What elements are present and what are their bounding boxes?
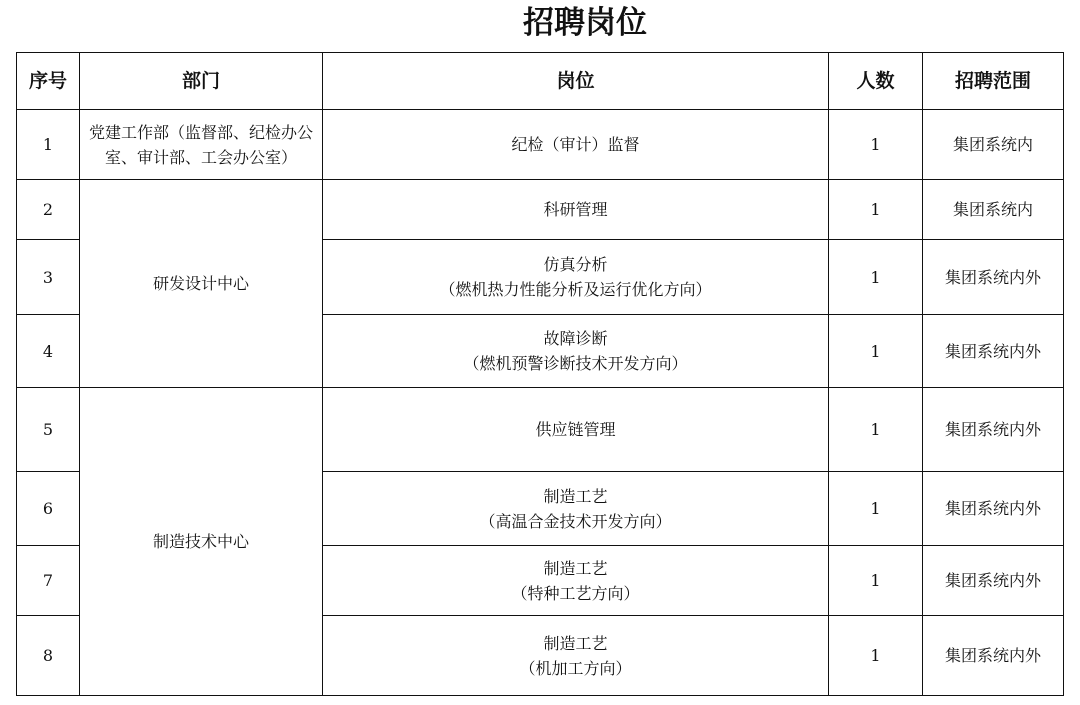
position-line: 制造工艺: [543, 633, 608, 653]
count-cell: 1: [829, 616, 923, 696]
count-cell: 1: [829, 180, 923, 240]
position-line: 故障诊断: [543, 329, 608, 348]
scope-cell: 集团系统内外: [923, 472, 1064, 546]
position-line: （燃机预警诊断技术开发方向）: [463, 354, 688, 373]
position-line: 制造工艺: [543, 558, 608, 578]
count-cell: 1: [829, 388, 923, 472]
dept-cell: [80, 388, 323, 696]
position-line: （特种工艺方向）: [511, 583, 640, 603]
header-seq: 序号: [17, 53, 80, 110]
scope-cell: 集团系统内外: [923, 315, 1064, 388]
count-cell: 1: [829, 240, 923, 315]
scope-cell: 集团系统内外: [923, 240, 1064, 315]
header-count: 人数: [829, 53, 923, 110]
seq-cell: 3: [17, 240, 80, 315]
header-position: 岗位: [323, 53, 829, 110]
dept-cell: [80, 180, 323, 388]
table-row: [17, 388, 1064, 472]
table-row: [17, 110, 1064, 180]
position-line: 供应链管理: [535, 420, 616, 439]
position-line: （高温合金技术开发方向）: [479, 511, 672, 531]
scope-cell: 集团系统内外: [923, 546, 1064, 616]
count-cell: 1: [829, 546, 923, 616]
header-scope: 招聘范围: [923, 53, 1064, 110]
seq-cell: 6: [17, 472, 80, 546]
dept-cell: [80, 110, 323, 180]
position-cell: [323, 240, 829, 315]
seq-cell: 5: [17, 388, 80, 472]
position-cell: [323, 315, 829, 388]
page-title: 招聘岗位: [523, 5, 647, 41]
seq-cell: 4: [17, 315, 80, 388]
seq-cell: 1: [17, 110, 80, 180]
dept-line: 党建工作部（监督部、纪检办公: [88, 122, 313, 142]
position-cell: [323, 472, 829, 546]
position-line: （机加工方向）: [519, 658, 632, 678]
position-cell: [323, 110, 829, 180]
position-cell: [323, 546, 829, 616]
position-line: 仿真分析: [543, 255, 608, 274]
position-cell: [323, 616, 829, 696]
seq-cell: 7: [17, 546, 80, 616]
scope-cell: 集团系统内外: [923, 388, 1064, 472]
position-line: 科研管理: [543, 200, 608, 219]
count-cell: 1: [829, 315, 923, 388]
dept-line: 室、审计部、工会办公室）: [104, 147, 297, 167]
table-row: [17, 180, 1064, 240]
scope-cell: 集团系统内外: [923, 616, 1064, 696]
seq-cell: 2: [17, 180, 80, 240]
scope-cell: 集团系统内: [923, 110, 1064, 180]
position-line: （燃机热力性能分析及运行优化方向）: [439, 280, 712, 299]
position-line: 制造工艺: [543, 486, 608, 506]
count-cell: 1: [829, 472, 923, 546]
position-line: 纪检（审计）监督: [511, 135, 640, 154]
position-cell: [323, 180, 829, 240]
scope-cell: 集团系统内: [923, 180, 1064, 240]
header-dept: 部门: [80, 53, 323, 110]
recruitment-table: [16, 52, 1064, 696]
dept-line: 制造技术中心: [152, 532, 249, 551]
dept-line: 研发设计中心: [152, 274, 249, 293]
position-cell: [323, 388, 829, 472]
table-header-row: [17, 53, 1064, 110]
count-cell: 1: [829, 110, 923, 180]
seq-cell: 8: [17, 616, 80, 696]
